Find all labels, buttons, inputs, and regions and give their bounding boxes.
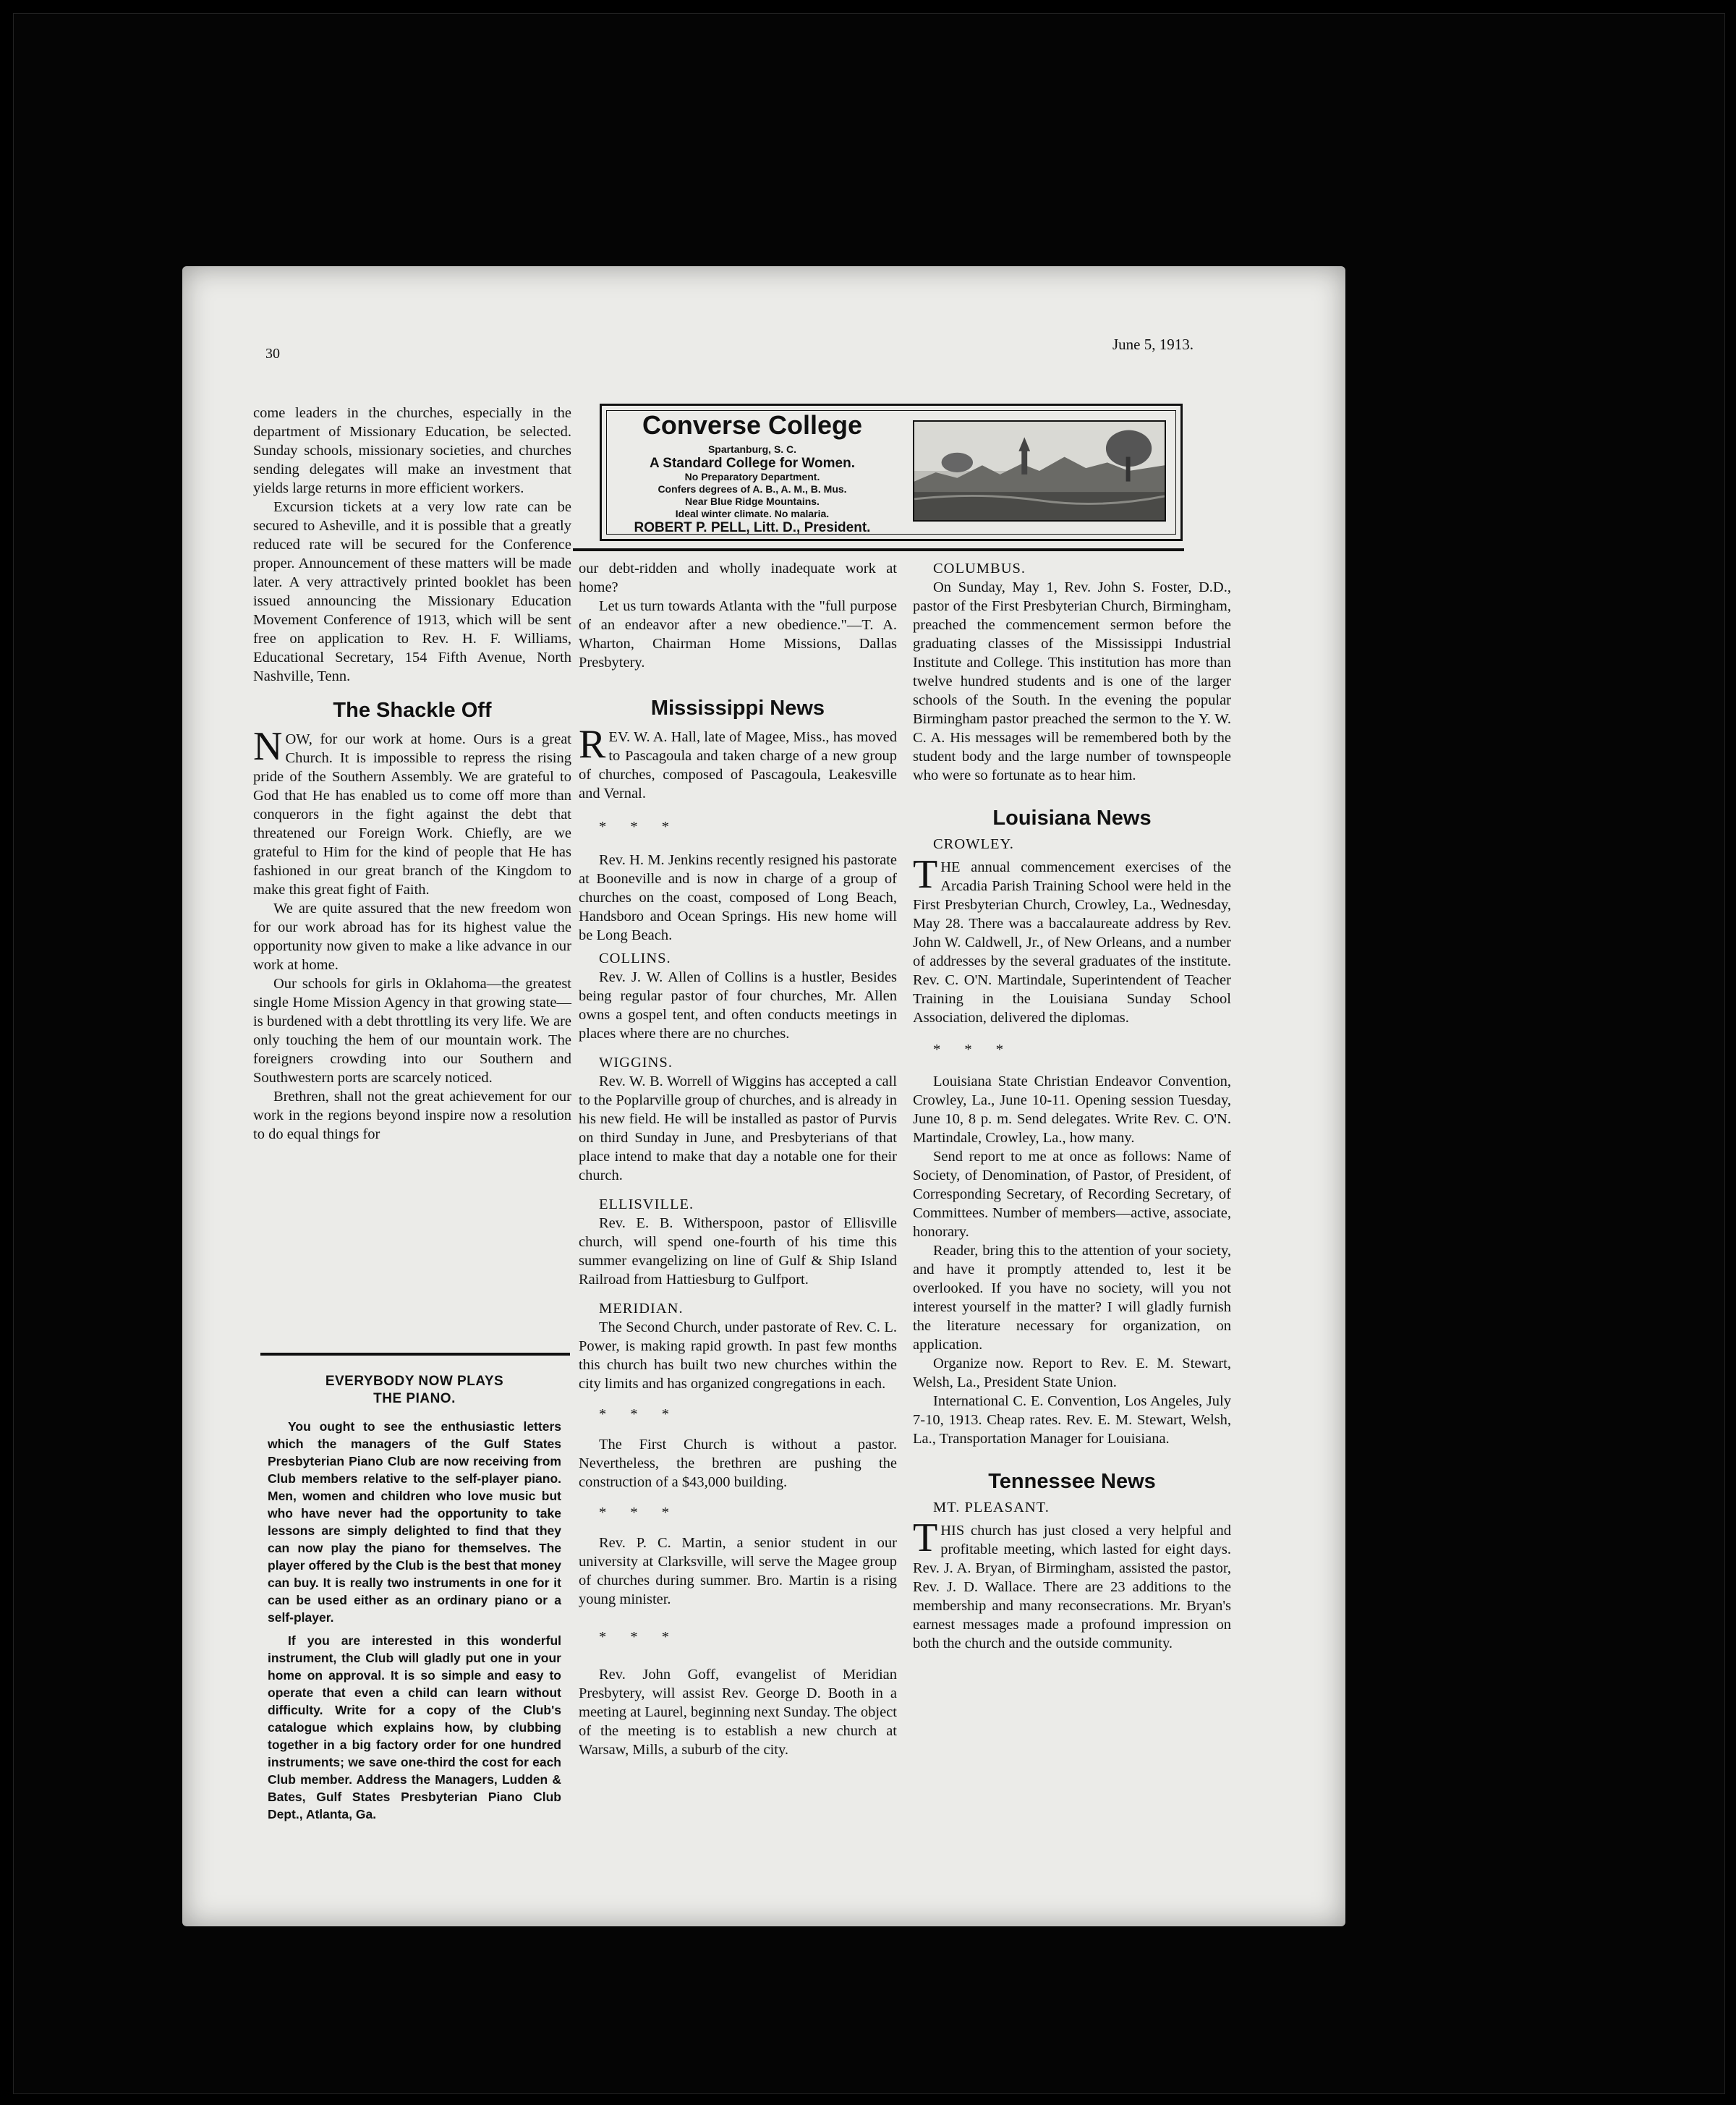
shackle-paragraph: NOW, for our work at home. Ours is a great Church. It is impossible to repress the rising pride of the Southern Assembly. We are grateful to God that He has enabled us to come off more than conquerors in the fight against the debt that threatened our Foreign Work. Chiefly, are we grateful to Him for the kind of people that He has fashioned in our great branch of the Kingdom to make this great fight of Faith. xyxy=(253,724,571,898)
collins-paragraph: Rev. J. W. Allen of Collins is a hustler, Besides being regular pastor of four churches, Mr. Allen owns a gospel tent, and often conducts meetings in places where there are no churches. xyxy=(579,969,897,1042)
martin-paragraph: Rev. P. C. Martin, a senior student in our university at Clarksville, will serve the Magee group of churches during summer. Bro. Martin is a rising young minister. xyxy=(579,1535,897,1607)
column-1-divider xyxy=(260,1353,570,1356)
column-3 xyxy=(913,559,1231,1653)
collins-heading: COLLINS. xyxy=(599,951,671,966)
ellisville-paragraph: Rev. E. B. Witherspoon, pastor of Ellisville church, will spend one-fourth of his time this summer evangelizing on line of Gulf & Ship Island Railroad from Hattiesburg to Gulfport. xyxy=(579,1215,897,1288)
section-separator: * * * xyxy=(599,819,679,835)
mississippi-news-title: Mississippi News xyxy=(650,697,825,720)
shackle-off-title: The Shackle Off xyxy=(333,699,492,722)
reader-paragraph: Reader, bring this to the attention of your society, and have it promptly attended to, lest it be overlooked. If you have no society, will you not interest yourself in the matter? I will gladly furnish the literature necessary for organization, on application. xyxy=(913,1243,1231,1353)
ad-place: Spartanburg, S. C. xyxy=(707,443,797,455)
columbus-heading: COLUMBUS. xyxy=(933,561,1026,577)
mt-pleasant-heading: MT. PLEASANT. xyxy=(933,1500,1050,1515)
campus-landscape-image xyxy=(913,420,1166,522)
mt-pleasant-paragraph: THIS church has just closed a very helpful and profitable meeting, which lasted for eight days. Rev. J. A. Bryan, of Birmingham, assisted the pastor, Rev. J. D. Wallace. There are 23 additions to the membership and many reconsecrations. Mr. Bryan's earnest messages made a profound impression on both the church and the outside community. xyxy=(913,1515,1231,1651)
piano-title-line-2: THE PIANO. xyxy=(373,1391,456,1406)
intro-paragraph: Excursion tickets at a very low rate can be secured to Asheville, and it is possible that a greatly reduced rate will be secured for the Conference proper. Announcement of these matters will be made later. A very attractively printed booklet has been issued announcing the Missionary Education Movement Conference of 1913, which will be sent free on application to Rev. H. F. Williams, Educational Secretary, 154 Fifth Avenue, North Nashville, Tenn. xyxy=(253,499,571,684)
continued-paragraph: Let us turn towards Atlanta with the "full purpose of an endeavor after a new obedience."—T. A. Wharton, Chairman Home Missions, Dallas Presbytery. xyxy=(579,598,897,671)
mississippi-intro: REV. W. A. Hall, late of Magee, Miss., has moved to Pascagoula and taken charge of a new group of churches, composed of Pascagoula, Leakesville and Vernal. xyxy=(579,722,897,801)
crowley-heading: CROWLEY. xyxy=(933,836,1014,852)
jenkins-paragraph: Rev. H. M. Jenkins recently resigned his pastorate at Booneville and is now in charge of a group of churches on the coast, composed of Long Beach, Handsboro and Ocean Springs. His new home will be Long Beach. xyxy=(579,852,897,943)
goff-paragraph: Rev. John Goff, evangelist of Meridian Presbytery, will assist Rev. George D. Booth in a meeting at Laurel, beginning next Sunday. The object of the meeting is to establish a new church at Warsaw, Mills, a suburb of the city. xyxy=(579,1667,897,1758)
ad-divider xyxy=(573,548,1184,551)
continued-paragraph: our debt-ridden and wholly inadequate work at home? xyxy=(579,561,897,595)
shackle-paragraph: Our schools for girls in Oklahoma—the greatest single Home Mission Agency in that growing state—is burdened with a debt throttling its very life. We are only touching the hem of our mountain work. The foreigners crowding into our Southern and Southwestern ports are scarcely noticed. xyxy=(253,976,571,1086)
intro-paragraph: come leaders in the churches, especially in the department of Missionary Education, be selected. Sunday schools, missionary societies, and churches sending delegates will make an investment that yields large returns in more efficient workers. xyxy=(253,405,571,496)
tennessee-news-title: Tennessee News xyxy=(988,1470,1156,1493)
section-separator: * * * xyxy=(933,1042,1013,1058)
meridian-paragraph: The Second Church, under pastorate of Rev. C. L. Power, is making rapid growth. In past few months this church has built two new churches within the city limits and has organized congregations in each. xyxy=(579,1319,897,1392)
ad-details xyxy=(615,443,890,535)
piano-paragraph: You ought to see the enthusiastic letters which the managers of the Gulf States Presbyterian Piano Club are now receiving from Club members relative to the self-player piano. Men, women and children who love music but who have never had the opportunity to take lessons are simply delighted to find that they can now play the piano for themselves. The player offered by the Club is the best that money can buy. It is really two instruments in one for it can be used either as an ordinary piano or a self-player. xyxy=(268,1419,561,1625)
crowley-paragraph: THE annual commencement exercises of the Arcadia Parish Training School were held in the First Presbyterian Church, Crowley, La., Wednesday, May 28. There was a baccalaureate address by Rev. John W. Caldwell, Jr., of New Orleans, and a number of addresses by the several graduates of the institute. Rev. C. O'N. Martindale, Superintendent of Teacher Training in the Louisiana Sunday School Association, delivered the diplomas. xyxy=(913,852,1231,1026)
international-paragraph: International C. E. Convention, Los Angeles, July 7-10, 1913. Cheap rates. Rev. E. M. Stewart, Welsh, La., Transportation Manager for Louisiana. xyxy=(913,1393,1231,1447)
section-separator: * * * xyxy=(599,1629,679,1645)
louisiana-news-title: Louisiana News xyxy=(992,807,1152,830)
ad-line: Ideal winter climate. No malaria. xyxy=(675,508,830,519)
ad-president: ROBERT P. PELL, Litt. D., President. xyxy=(634,520,871,535)
column-2 xyxy=(579,559,897,1759)
meridian-heading: MERIDIAN. xyxy=(599,1301,684,1317)
section-separator: * * * xyxy=(599,1505,679,1521)
report-paragraph: Send report to me at once as follows: Name of Society, of Denomination, of Pastor, of President, of Corresponding Secretary, of Recording Secretary, of Committees. Number of members—active, associate, honorary. xyxy=(913,1149,1231,1240)
endeavor-paragraph: Louisiana State Christian Endeavor Convention, Crowley, La., June 10-11. Opening session Tuesday, June 10, 8 p. m. Send delegates. Write Rev. C. O'N. Martindale, Crowley, La., how many. xyxy=(913,1073,1231,1146)
page-date: June 5, 1913. xyxy=(1112,336,1194,353)
ellisville-heading: ELLISVILLE. xyxy=(599,1196,694,1212)
organize-paragraph: Organize now. Report to Rev. E. M. Stewart, Welsh, La., President State Union. xyxy=(913,1356,1231,1390)
columbus-paragraph: On Sunday, May 1, Rev. John S. Foster, D.D., pastor of the First Presbyterian Church, Birmingham, preached the commencement sermon before the graduating classes of the Mississippi Industrial Institute and College. This institution has more than twelve hundred students and is one of the larger schools of the South. In the evening the popular Birmingham pastor preached the sermon to the Y. W. C. A. His messages will be remembered both by the student body and the large number of townspeople who were so fortunate as to hear him. xyxy=(913,579,1231,783)
newspaper-page xyxy=(182,266,1345,1926)
wiggins-paragraph: Rev. W. B. Worrell of Wiggins has accepted a call to the Poplarville group of churches, and is already in his new field. He will be installed as pastor of Purvis on third Sunday in June, and Presbyterians of that place intend to make that day a notable one for their church. xyxy=(579,1073,897,1183)
shackle-paragraph: We are quite assured that the new freedom won for our work abroad has for its highest value the opportunity now given to make a like advance in our work at home. xyxy=(253,901,571,973)
page-number: 30 xyxy=(265,346,280,362)
piano-paragraph: If you are interested in this wonderful instrument, the Club will gladly put one in your home on approval. It is so simple and easy to operate that even a child can learn without difficulty. Write for a copy of the Club's catalogue which explains how, by clubbing together in a big factory order for one hundred instruments; we save one-third the cost for each Club member. Address the Managers, Ludden & Bates, Gulf States Presbyterian Piano Club Dept., Atlanta, Ga. xyxy=(268,1633,561,1821)
converse-college-ad xyxy=(600,404,1183,541)
wiggins-heading: WIGGINS. xyxy=(599,1055,673,1071)
ad-title: Converse College xyxy=(642,410,863,440)
piano-advertisement xyxy=(268,1373,561,1823)
section-separator: * * * xyxy=(599,1406,679,1422)
shackle-paragraph: Brethren, shall not the great achievement for our work in the regions beyond inspire now a resolution to do equal things for xyxy=(253,1089,571,1142)
first-church-paragraph: The First Church is without a pastor. Nevertheless, the brethren are pushing the construction of a $43,000 building. xyxy=(579,1437,897,1490)
ad-line: Confers degrees of A. B., A. M., B. Mus. xyxy=(658,483,847,495)
piano-title-line-1: EVERYBODY NOW PLAYS xyxy=(325,1374,504,1389)
column-1 xyxy=(253,404,571,1144)
ad-line: Near Blue Ridge Mountains. xyxy=(685,496,820,507)
ad-line: No Preparatory Department. xyxy=(684,471,820,482)
ad-tagline: A Standard College for Women. xyxy=(650,456,855,471)
